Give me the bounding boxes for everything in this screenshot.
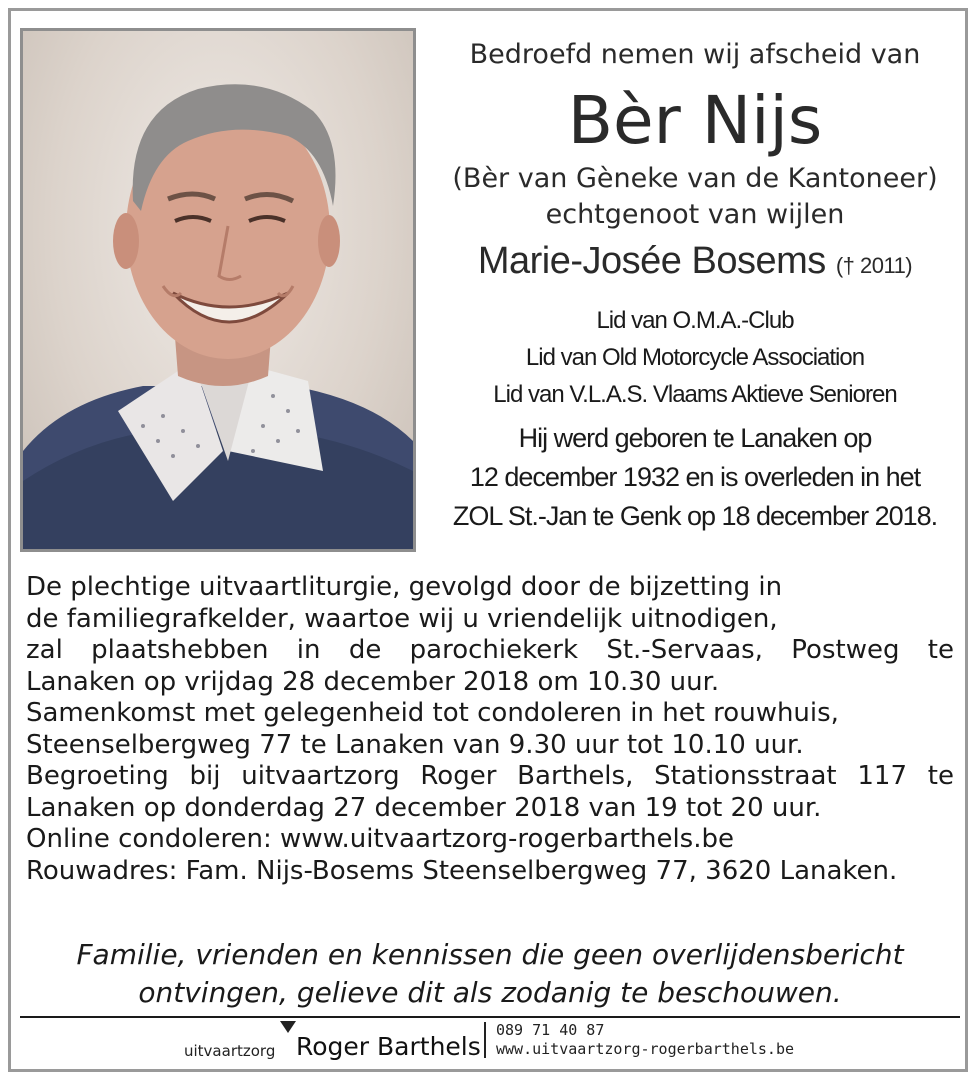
phone-number: 089 71 40 87: [496, 1021, 605, 1039]
lifeline: [430, 419, 960, 536]
triangle-logo-icon: [280, 1021, 296, 1033]
funeral-home-prefix: uitvaartzorg: [184, 1042, 276, 1060]
funeral-home-footer: [0, 1018, 980, 1068]
details-line: zal plaatshebben in de parochiekerk St.-Servaas, Postweg te: [26, 635, 954, 665]
deceased-name: Bèr Nijs: [567, 82, 823, 159]
spouse-death-year: († 2011): [835, 253, 913, 278]
notice-header: [430, 28, 960, 536]
details-line: Steenselbergweg 77 te Lanaken van 9.30 uur tot 10.10 uur.: [26, 729, 804, 760]
lifeline-line: 12 december 1932 en is overleden in het: [469, 462, 921, 492]
funeral-home-name: Roger Barthels: [296, 1032, 481, 1061]
footer-separator: [484, 1022, 486, 1058]
website-link[interactable]: www.uitvaartzorg-rogerbarthels.be: [496, 1040, 795, 1058]
closing-note: [20, 936, 960, 1012]
membership-item: Lid van Old Motorcycle Association: [525, 344, 865, 371]
spouse-line: [430, 235, 960, 292]
details-line: De plechtige uitvaartliturgie, gevolgd door de bijzetting in: [26, 572, 783, 602]
details-line: Rouwadres: Fam. Nijs-Bosems Steenselbergweg 77, 3620 Lanaken.: [26, 855, 898, 886]
details-line: Samenkomst met gelegenheid tot condoleren in het rouwhuis,: [26, 698, 839, 728]
nickname: (Bèr van Gèneke van de Kantoneer): [452, 163, 938, 194]
portrait-photo: [20, 28, 416, 552]
memberships: [430, 302, 960, 413]
lifeline-line: ZOL St.-Jan te Genk op 18 december 2018.: [452, 501, 938, 531]
closing-line: Familie, vrienden en kennissen die geen overlijdensbericht: [76, 938, 904, 971]
lifeline-line: Hij werd geboren te Lanaken op: [518, 423, 872, 453]
details-line: de familiegrafkelder, waartoe wij u vriendelijk uitnodigen,: [26, 603, 778, 634]
membership-item: Lid van V.L.A.S. Vlaams Aktieve Senioren: [493, 381, 897, 408]
details-line: Online condoleren: www.uitvaartzorg-rogerbarthels.be: [26, 824, 734, 854]
details-line: Lanaken op donderdag 27 december 2018 van 19 tot 20 uur.: [26, 792, 822, 823]
funeral-details: [26, 572, 954, 887]
details-line: Begroeting bij uitvaartzorg Roger Barthels, Stationsstraat 117 te: [26, 761, 954, 791]
details-line: Lanaken op vrijdag 28 december 2018 om 10.30 uur.: [26, 666, 720, 697]
spouse-name: Marie-Josée Bosems: [477, 240, 826, 282]
closing-line: ontvingen, gelieve dit als zodanig te beschouwen.: [138, 976, 842, 1009]
portrait-illustration: [23, 31, 413, 549]
spouse-intro: echtgenoot van wijlen: [545, 199, 845, 230]
intro-text: Bedroefd nemen wij afscheid van: [469, 39, 921, 70]
membership-item: Lid van O.M.A.-Club: [596, 307, 794, 334]
